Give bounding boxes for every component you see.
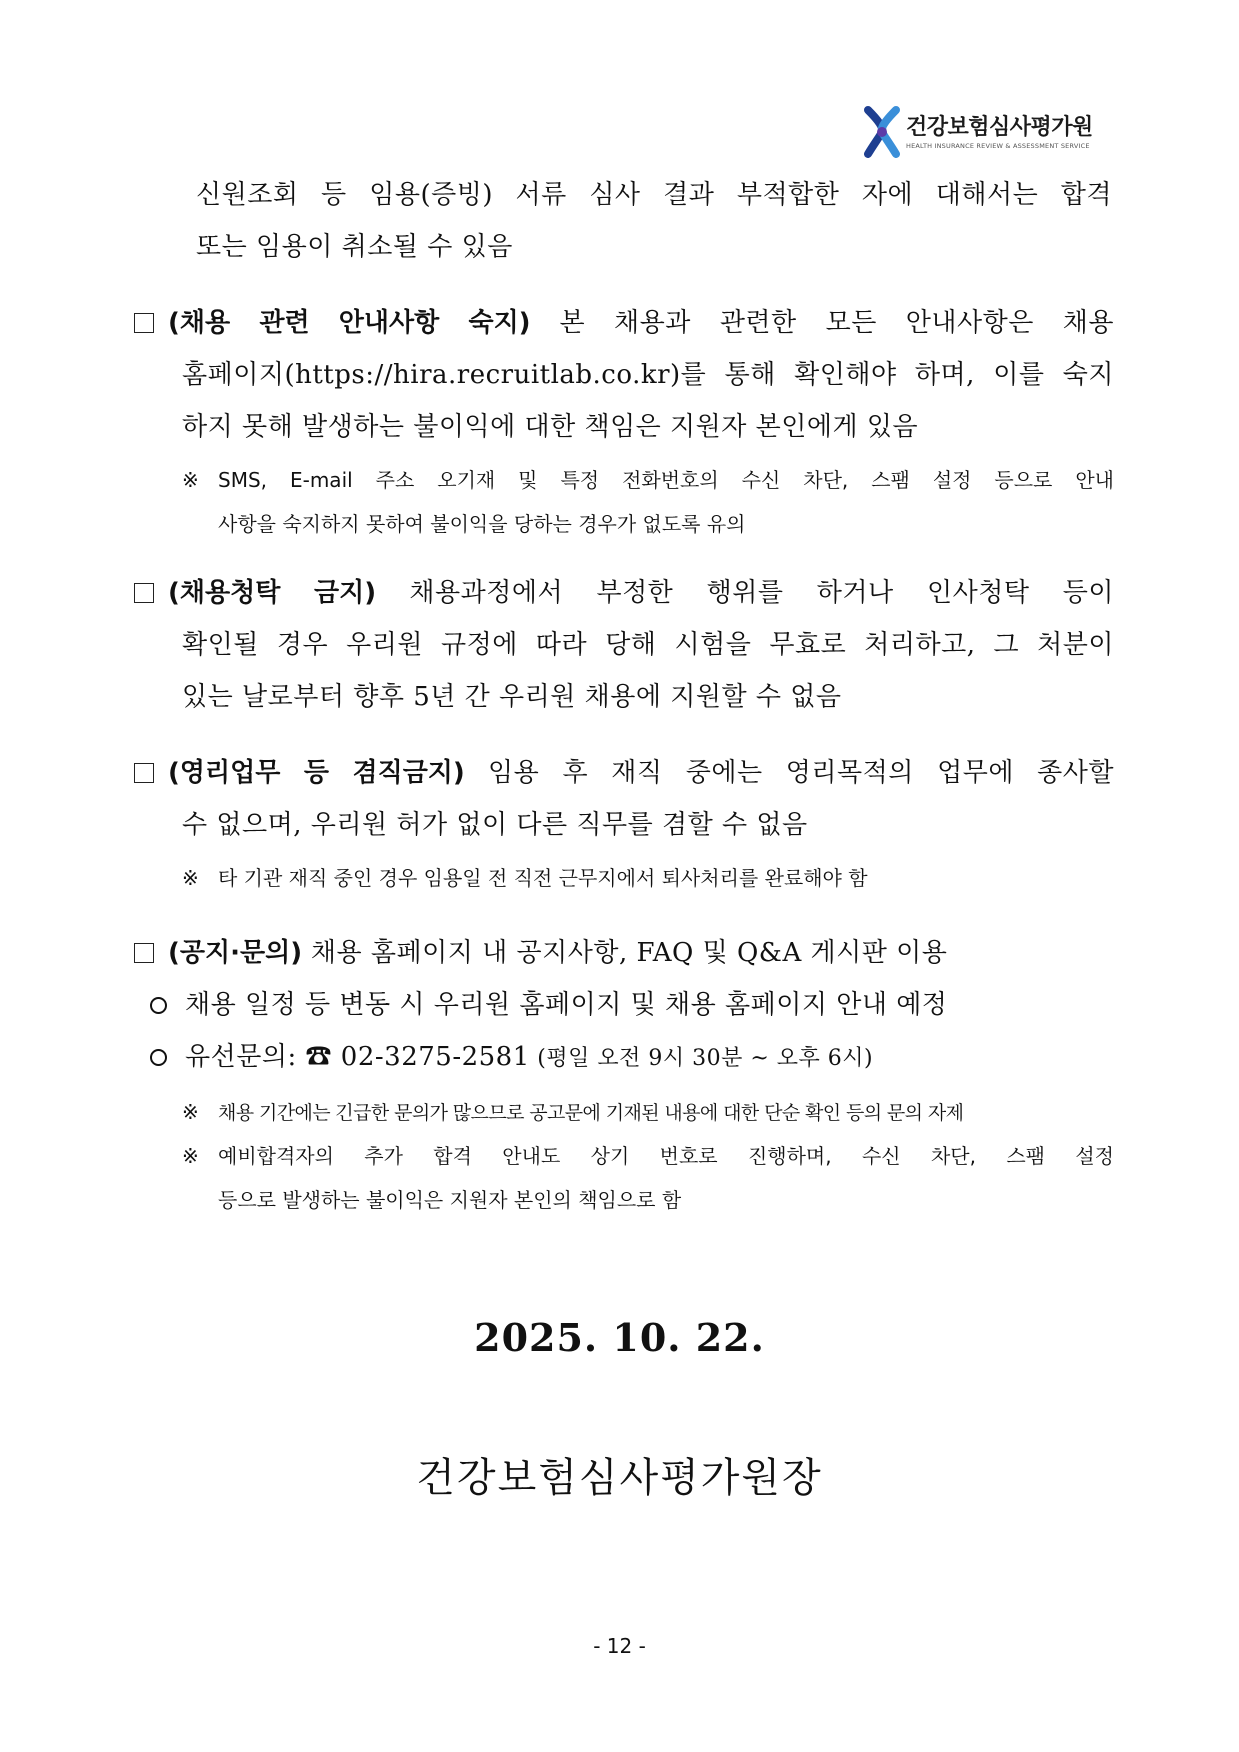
logo-name: 건강보험심사평가원: [906, 115, 1093, 140]
section-2-heading-line: [134, 576, 1114, 610]
section-4-note-2-line-1: ※ 예비합격자의 추가 합격 안내도 상기 번호로 진행하며, 수신 차단, 스팸 설정: [182, 1144, 1114, 1168]
signature: 건강보험심사평가원장: [416, 1455, 823, 1501]
section-4-line-1: 채용 홈페이지 내 공지사항, FAQ 및 Q&A 게시판 이용: [302, 938, 948, 968]
intro-line-1: 신원조회 등 임용(증빙) 서류 심사 결과 부적합한 자에 대해서는 합격: [196, 180, 1112, 210]
section-1-line-1: 본 채용과 관련한 모든 안내사항은 채용: [530, 308, 1114, 338]
section-2-line-1: 채용과정에서 부정한 행위를 하거나 인사청탁 등이: [376, 578, 1115, 608]
note-mark: ※: [182, 1100, 199, 1124]
section-1-line-2: 홈페이지(https://hira.recruitlab.co.kr)를 통해 확인해야 하며, 이를 숙지: [182, 360, 1114, 390]
section-2-line-2: 확인될 경우 우리원 규정에 따라 당해 시험을 무효로 처리하고, 그 처분이: [182, 630, 1114, 660]
checkbox-icon: [134, 313, 154, 333]
page-number: - 12 -: [593, 1634, 646, 1658]
section-3-line-2: 수 없으며, 우리원 허가 없이 다른 직무를 겸할 수 없음: [182, 810, 808, 840]
section-4-note-1: ※ 채용 기간에는 긴급한 문의가 많으므로 공고문에 기재된 내용에 대한 단순 확인 등의 문의 자제: [182, 1100, 964, 1124]
section-4-note-2-line-2: 등으로 발생하는 불이익은 지원자 본인의 책임으로 함: [218, 1188, 682, 1212]
section-1-heading-line: [134, 306, 1114, 340]
section-1-note-line-1: ※ SMS, E-mail 주소 오기재 및 특정 전화번호의 수신 차단, 스팸 설정 등으로 안내: [182, 468, 1114, 492]
phone-number: 02-3275-2581: [332, 1042, 530, 1072]
note-mark: ※: [182, 866, 199, 890]
section-3-title: (영리업무 등 겸직금지): [168, 758, 465, 788]
section-2-line-3: 있는 날로부터 향후 5년 간 우리원 채용에 지원할 수 없음: [182, 682, 842, 712]
section-1-line-3: 하지 못해 발생하는 불이익에 대한 책임은 지원자 본인에게 있음: [182, 412, 919, 442]
contact-label: 유선문의:: [185, 1042, 306, 1072]
checkbox-icon: [134, 943, 154, 963]
contact-hours: (평일 오전 9시 30분 ~ 오후 6시): [529, 1046, 874, 1071]
hira-logo-icon: [862, 106, 902, 158]
section-4-heading-line: [134, 936, 947, 970]
note-mark: ※: [182, 1144, 199, 1168]
intro-line-2: 또는 임용이 취소될 수 있음: [196, 232, 513, 262]
logo-subtitle: HEALTH INSURANCE REVIEW & ASSESSMENT SERVICE: [906, 142, 1090, 150]
section-1-title: (채용 관련 안내사항 숙지): [168, 308, 531, 338]
phone-icon: ☎: [305, 1042, 333, 1072]
checkbox-icon: [134, 583, 154, 603]
checkbox-icon: [134, 763, 154, 783]
note-mark: ※: [182, 468, 199, 492]
section-4-bullet-2: [150, 1040, 873, 1076]
section-3-note: ※ 타 기관 재직 중인 경우 임용일 전 직전 근무지에서 퇴사처리를 완료해야 함: [182, 866, 868, 890]
section-4-title: (공지·문의): [168, 938, 303, 968]
organization-logo: [862, 106, 1102, 158]
bullet-circle-icon: [150, 1049, 167, 1066]
bullet-circle-icon: [150, 997, 167, 1014]
section-2-title: (채용청탁 금지): [168, 578, 377, 608]
section-3-heading-line: [134, 756, 1114, 790]
section-4-bullet-1: 채용 일정 등 변동 시 우리원 홈페이지 및 채용 홈페이지 안내 예정: [150, 988, 947, 1022]
section-1-note-line-2: 사항을 숙지하지 못하여 불이익을 당하는 경우가 없도록 유의: [218, 512, 746, 536]
section-3-line-1: 임용 후 재직 중에는 영리목적의 업무에 종사할: [464, 758, 1114, 788]
announcement-date: 2025. 10. 22.: [474, 1315, 765, 1360]
